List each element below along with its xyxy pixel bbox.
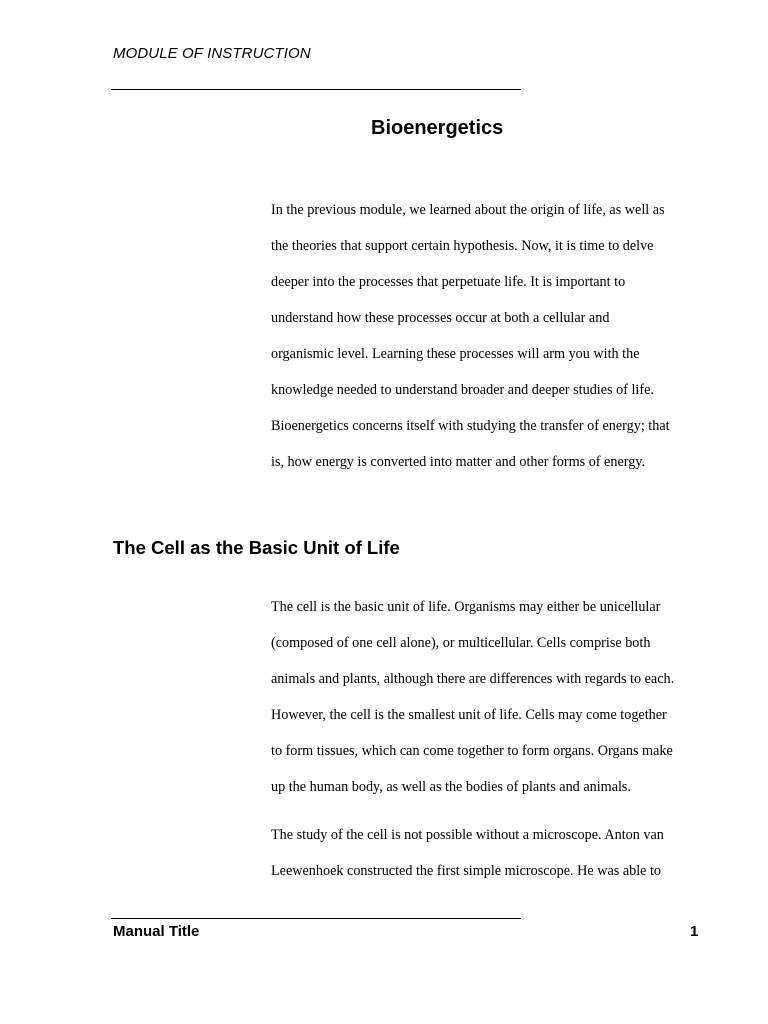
module-header-label: MODULE OF INSTRUCTION <box>113 45 311 62</box>
footer-divider <box>111 918 521 919</box>
microscope-paragraph <box>271 826 711 898</box>
paragraph-line: animals and plants, although there are differences with regards to each. <box>271 671 675 687</box>
paragraph-line: However, the cell is the smallest unit of life. Cells may come together <box>271 707 667 723</box>
paragraph-line: (composed of one cell alone), or multicellular. Cells comprise both <box>271 635 651 651</box>
paragraph-line: Bioenergetics concerns itself with studying the transfer of energy; that <box>271 418 670 434</box>
paragraph-line: to form tissues, which can come together to form organs. Organs make <box>271 743 673 759</box>
paragraph-line: deeper into the processes that perpetuate life. It is important to <box>271 274 626 290</box>
header-divider <box>111 89 521 90</box>
paragraph-line: is, how energy is converted into matter and other forms of energy. <box>271 454 646 470</box>
paragraph-line: The study of the cell is not possible without a microscope. Anton van <box>271 827 664 843</box>
paragraph-line: the theories that support certain hypothesis. Now, it is time to delve <box>271 238 654 254</box>
paragraph-line: Leewenhoek constructed the first simple microscope. He was able to <box>271 863 662 879</box>
cell-paragraph <box>271 598 711 814</box>
section-heading: The Cell as the Basic Unit of Life <box>113 537 400 558</box>
paragraph-line: knowledge needed to understand broader and deeper studies of life. <box>271 382 654 398</box>
paragraph-line: organismic level. Learning these processes will arm you with the <box>271 346 640 362</box>
paragraph-line: up the human body, as well as the bodies of plants and animals. <box>271 779 632 795</box>
paragraph-line: understand how these processes occur at both a cellular and <box>271 310 610 326</box>
paragraph-line: The cell is the basic unit of life. Organisms may either be unicellular <box>271 599 661 615</box>
page-number: 1 <box>690 923 699 940</box>
paragraph-line: In the previous module, we learned about the origin of life, as well as <box>271 202 665 218</box>
intro-paragraph <box>271 201 711 489</box>
document-title: Bioenergetics <box>371 117 504 139</box>
footer-manual-title: Manual Title <box>113 923 200 940</box>
